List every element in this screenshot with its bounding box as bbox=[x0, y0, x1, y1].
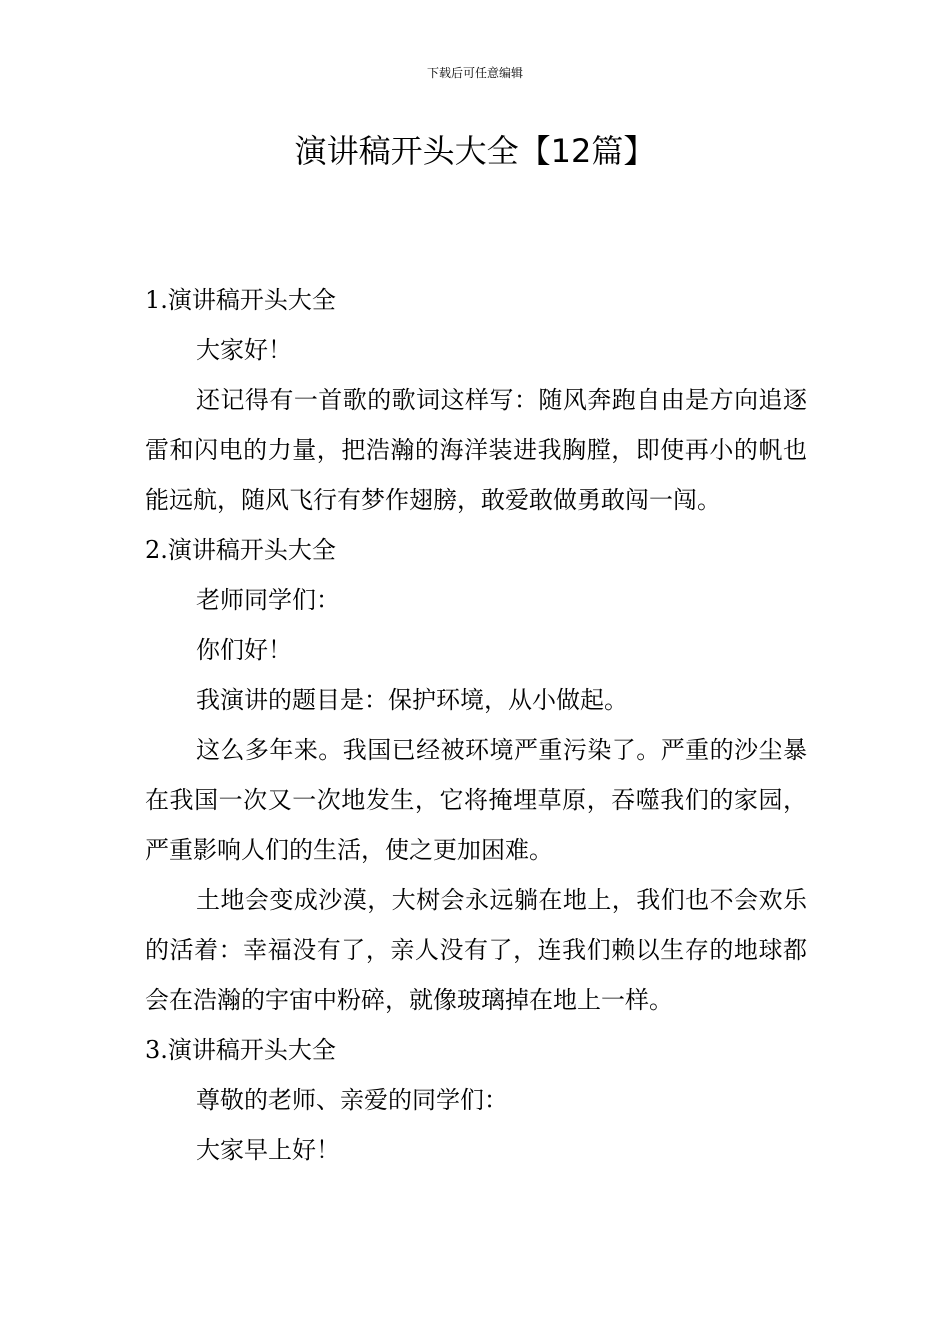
section-2-paragraph-1: 老师同学们： bbox=[196, 586, 340, 614]
section-2-paragraph-3: 我演讲的题目是：保护环境，从小做起。 bbox=[196, 686, 628, 714]
section-2-paragraph-5: 土地会变成沙漠，大树会永远躺在地上，我们也不会欢乐的活着：幸福没有了，亲人没有了，连我们赖以生存的地球都会在浩瀚的宇宙中粉碎，就像玻璃掉在地上一样。 bbox=[145, 886, 807, 1014]
section-2-heading: 2.演讲稿开头大全 bbox=[145, 536, 336, 564]
section-1-heading: 1.演讲稿开头大全 bbox=[145, 286, 336, 314]
section-2-paragraph-4: 这么多年来。我国已经被环境严重污染了。严重的沙尘暴在我国一次又一次地发生，它将掩埋草原，吞噬我们的家园，严重影响人们的生活，使之更加困难。 bbox=[145, 736, 807, 864]
section-1-paragraph-1: 大家好！ bbox=[196, 336, 292, 364]
document-body bbox=[145, 275, 807, 1175]
section-2-paragraph-2: 你们好！ bbox=[196, 636, 292, 664]
section-3-paragraph-2: 大家早上好！ bbox=[196, 1136, 340, 1164]
header-note: 下载后可任意编辑 bbox=[426, 66, 523, 80]
section-1-paragraph-2: 还记得有一首歌的歌词这样写：随风奔跑自由是方向追逐雷和闪电的力量，把浩瀚的海洋装进我胸膛，即使再小的帆也能远航，随风飞行有梦作翅膀，敢爱敢做勇敢闯一闯。 bbox=[145, 386, 807, 514]
document-title: 演讲稿开头大全【12篇】 bbox=[294, 132, 656, 170]
section-3-paragraph-1: 尊敬的老师、亲爱的同学们： bbox=[196, 1086, 508, 1114]
section-3-heading: 3.演讲稿开头大全 bbox=[145, 1036, 336, 1064]
